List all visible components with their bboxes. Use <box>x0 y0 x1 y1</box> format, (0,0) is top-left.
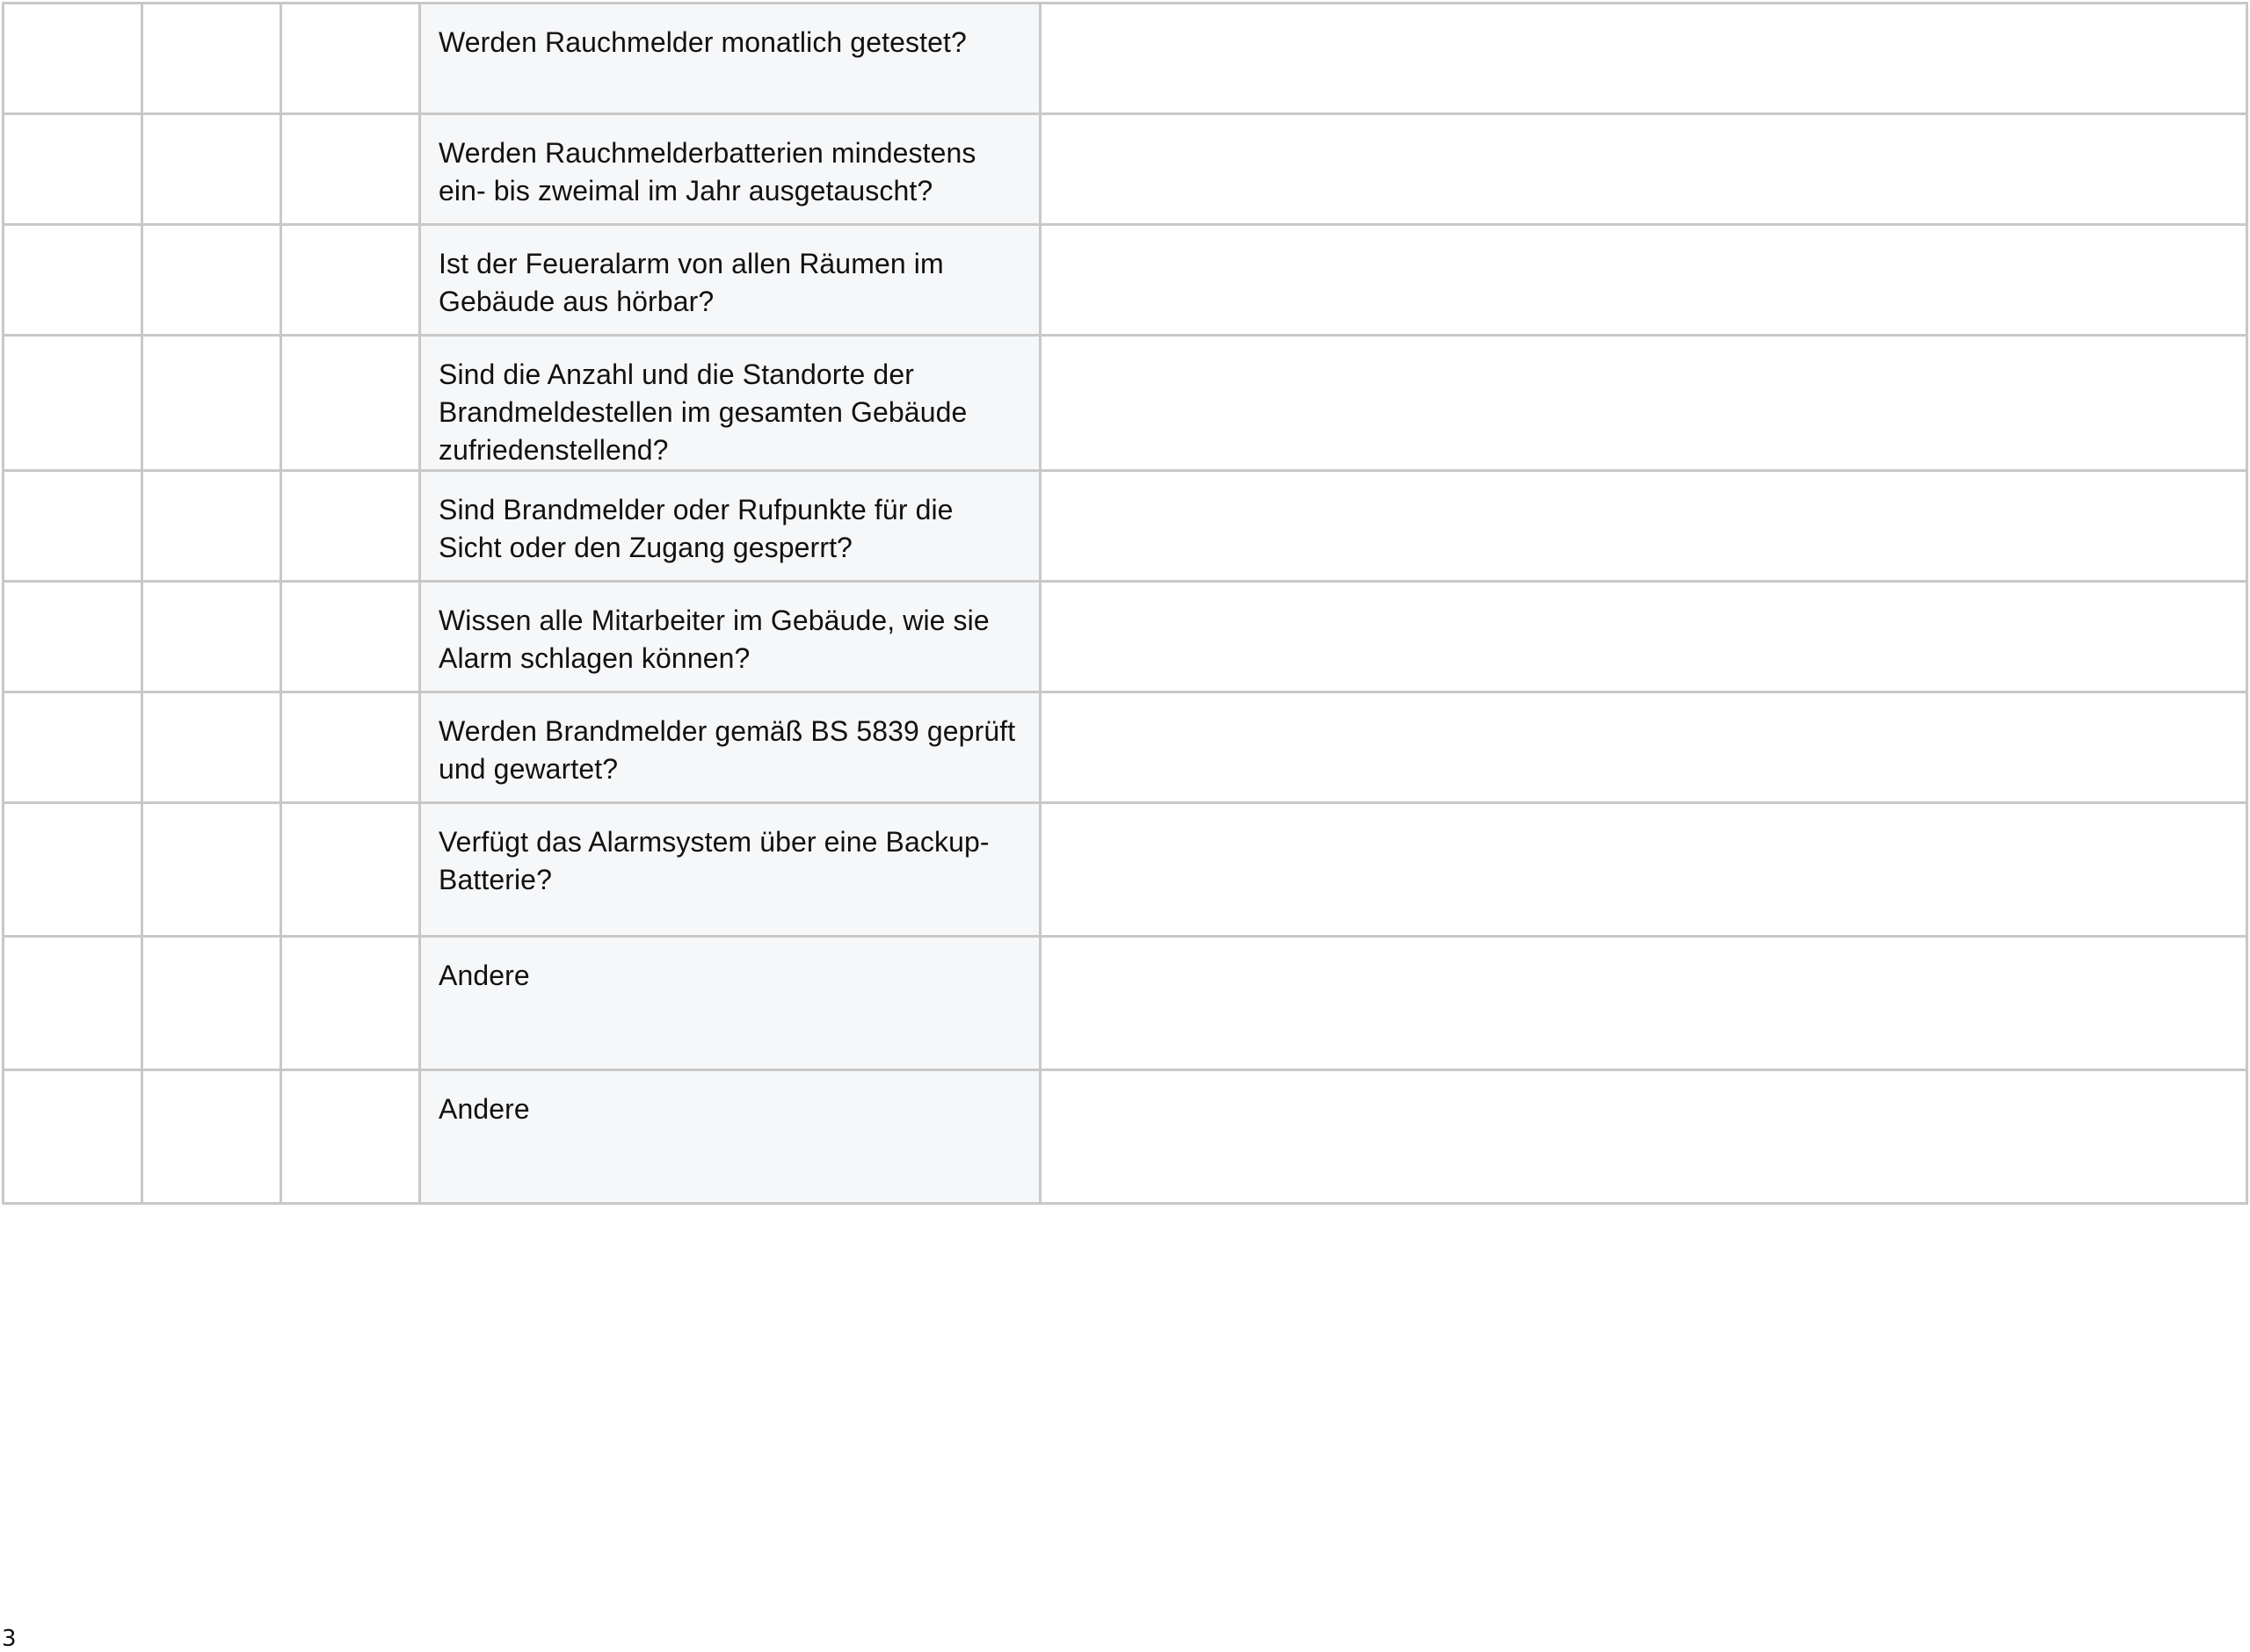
question-cell <box>420 692 1041 803</box>
notes-cell[interactable] <box>1041 225 2247 336</box>
fire-alarm-checklist-table <box>2 2 2248 1205</box>
page-number: 3 <box>2 1626 17 1652</box>
yes-checkbox-cell[interactable] <box>4 803 142 937</box>
yes-checkbox-cell[interactable] <box>4 4 142 114</box>
no-checkbox-cell[interactable] <box>142 114 281 225</box>
question-text: Ist der Feueralarm von allen Räumen im Gebäude aus hörbar? <box>439 248 944 317</box>
no-checkbox-cell[interactable] <box>142 471 281 582</box>
notes-cell[interactable] <box>1041 803 2247 937</box>
no-checkbox-cell[interactable] <box>142 1070 281 1204</box>
notes-cell[interactable] <box>1041 114 2247 225</box>
question-cell <box>420 803 1041 937</box>
table-row <box>4 937 2247 1070</box>
question-cell <box>420 582 1041 692</box>
table-row <box>4 114 2247 225</box>
na-checkbox-cell[interactable] <box>281 803 420 937</box>
question-text: Werden Rauchmelderbatterien mindestens ein- bis zweimal im Jahr ausgetauscht? <box>439 137 976 206</box>
na-checkbox-cell[interactable] <box>281 471 420 582</box>
table-row <box>4 803 2247 937</box>
table-row <box>4 4 2247 114</box>
yes-checkbox-cell[interactable] <box>4 582 142 692</box>
na-checkbox-cell[interactable] <box>281 582 420 692</box>
notes-cell[interactable] <box>1041 937 2247 1070</box>
question-cell <box>420 336 1041 471</box>
na-checkbox-cell[interactable] <box>281 1070 420 1204</box>
no-checkbox-cell[interactable] <box>142 692 281 803</box>
question-text: Werden Brandmelder gemäß BS 5839 geprüft und gewartet? <box>439 715 1016 785</box>
no-checkbox-cell[interactable] <box>142 225 281 336</box>
yes-checkbox-cell[interactable] <box>4 114 142 225</box>
yes-checkbox-cell[interactable] <box>4 336 142 471</box>
notes-cell[interactable] <box>1041 1070 2247 1204</box>
table-row <box>4 336 2247 471</box>
na-checkbox-cell[interactable] <box>281 4 420 114</box>
yes-checkbox-cell[interactable] <box>4 225 142 336</box>
no-checkbox-cell[interactable] <box>142 937 281 1070</box>
table-row <box>4 471 2247 582</box>
na-checkbox-cell[interactable] <box>281 937 420 1070</box>
question-cell <box>420 471 1041 582</box>
table-row <box>4 1070 2247 1204</box>
notes-cell[interactable] <box>1041 692 2247 803</box>
yes-checkbox-cell[interactable] <box>4 937 142 1070</box>
question-text: Wissen alle Mitarbeiter im Gebäude, wie sie Alarm schlagen können? <box>439 605 990 674</box>
table-row <box>4 692 2247 803</box>
notes-cell[interactable] <box>1041 4 2247 114</box>
notes-cell[interactable] <box>1041 336 2247 471</box>
no-checkbox-cell[interactable] <box>142 803 281 937</box>
question-cell <box>420 1070 1041 1204</box>
na-checkbox-cell[interactable] <box>281 225 420 336</box>
question-text: Sind Brandmelder oder Rufpunkte für die Sicht oder den Zugang gesperrt? <box>439 494 954 563</box>
question-text: Andere <box>439 960 530 991</box>
no-checkbox-cell[interactable] <box>142 582 281 692</box>
question-text: Sind die Anzahl und die Standorte der Brandmeldestellen im gesamten Gebäude zufriedenstellend? <box>439 359 968 466</box>
question-cell <box>420 114 1041 225</box>
question-cell <box>420 937 1041 1070</box>
question-text: Verfügt das Alarmsystem über eine Backup-Batterie? <box>439 826 990 895</box>
question-text: Werden Rauchmelder monatlich getestet? <box>439 26 967 58</box>
question-text: Andere <box>439 1093 530 1125</box>
notes-cell[interactable] <box>1041 582 2247 692</box>
question-cell <box>420 225 1041 336</box>
no-checkbox-cell[interactable] <box>142 4 281 114</box>
notes-cell[interactable] <box>1041 471 2247 582</box>
table-row <box>4 582 2247 692</box>
question-cell <box>420 4 1041 114</box>
na-checkbox-cell[interactable] <box>281 336 420 471</box>
na-checkbox-cell[interactable] <box>281 114 420 225</box>
yes-checkbox-cell[interactable] <box>4 1070 142 1204</box>
yes-checkbox-cell[interactable] <box>4 471 142 582</box>
yes-checkbox-cell[interactable] <box>4 692 142 803</box>
na-checkbox-cell[interactable] <box>281 692 420 803</box>
table-row <box>4 225 2247 336</box>
no-checkbox-cell[interactable] <box>142 336 281 471</box>
